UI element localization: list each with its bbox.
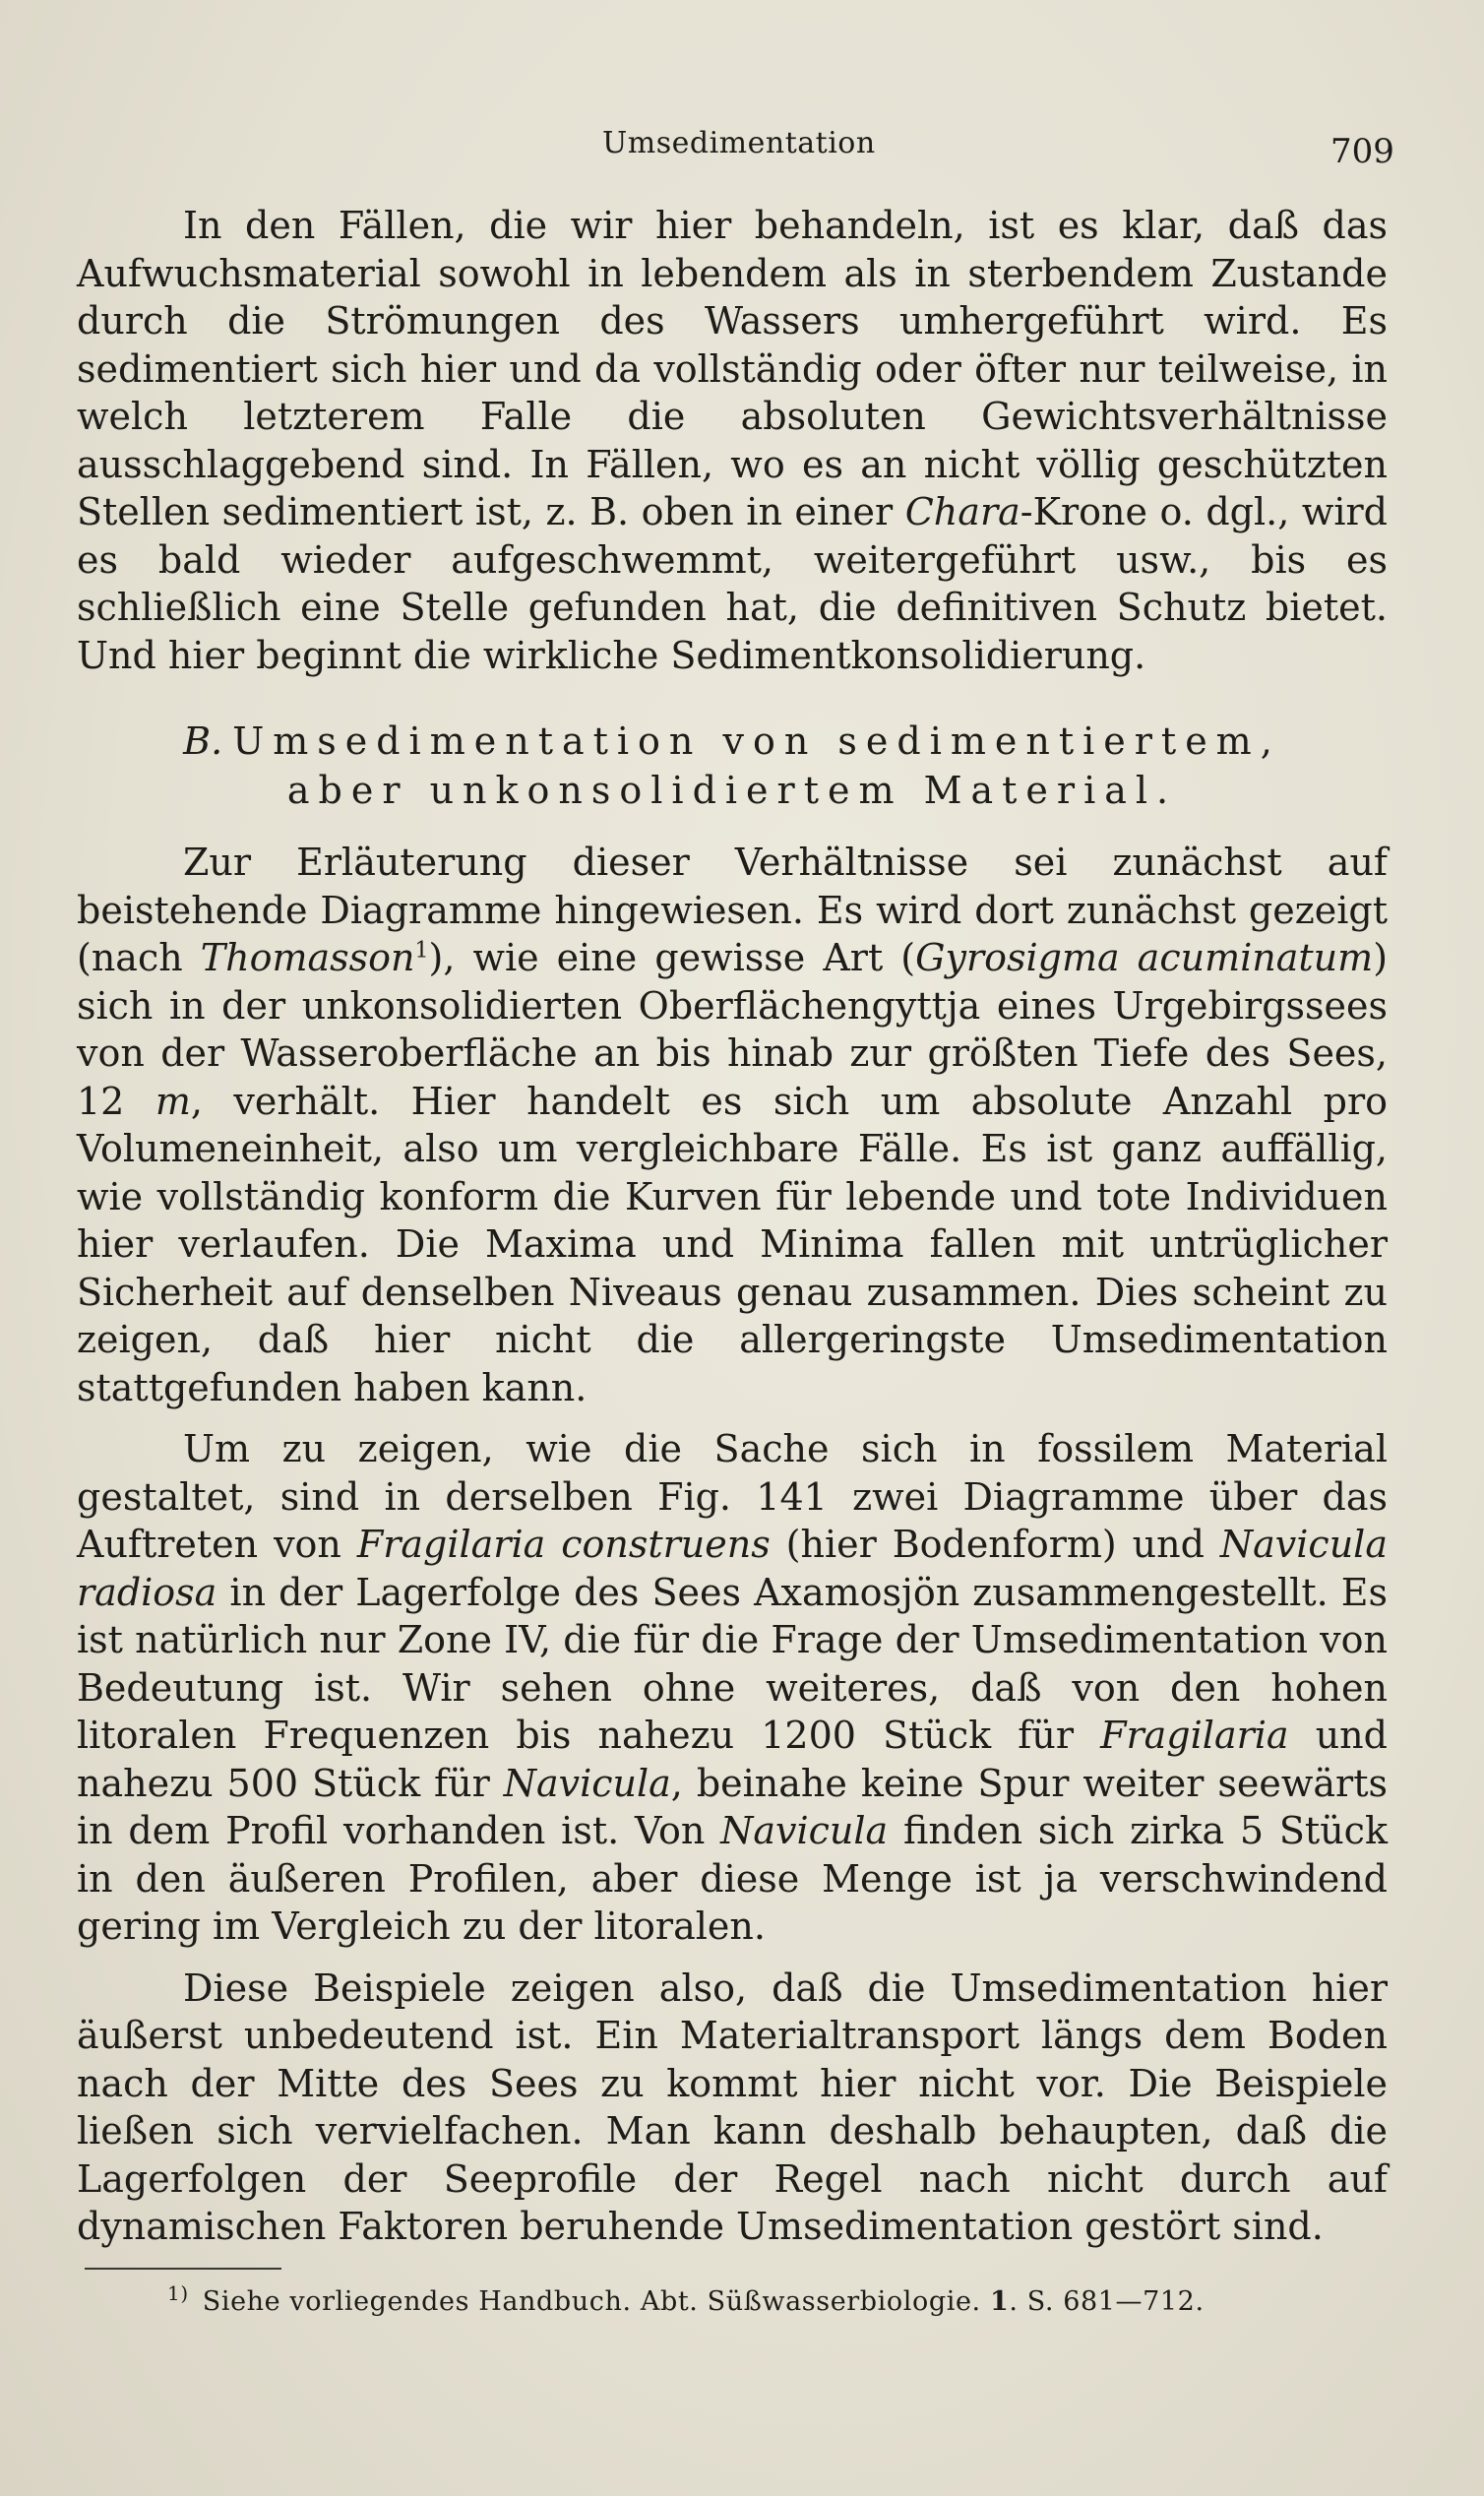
footnote-divider	[85, 2268, 281, 2270]
paragraph-2-text-g: , verhält. Hier handelt es sich um absolute Anzahl pro Volumeneinheit, also um vergleichbare Fälle. Es ist ganz auffällig, wie vollständig konform die Kurven für lebende und tote Individuen hier verlaufen. Die Maxima und Minima fallen mit untrüglicher Sicherheit auf denselben Niveaus genau zusammen. Dies scheint zu zeigen, daß hier nicht die allergeringste Umsedimentation stattgefunden haben kann.	[77, 1079, 1388, 1409]
section-mark: B.	[183, 719, 223, 763]
footnote-ref: 1	[414, 938, 429, 964]
section-heading	[77, 717, 1388, 815]
running-title: Umsedimentation	[602, 126, 876, 160]
paragraph-3	[77, 1425, 1388, 1951]
species-fragilaria-construens: Fragilaria construens	[356, 1523, 771, 1566]
paragraph-3-text-k: finden sich zirka 5 Stück in den äußeren Profilen, aber diese Menge ist ja verschwindend gering im Vergleich zu der litoralen.	[77, 1809, 1388, 1948]
running-head	[0, 126, 1484, 175]
section-heading-text-1: Umsedimentation von sedimentiertem,	[232, 719, 1281, 763]
paragraph-1-text-a: In den Fällen, die wir hier behandeln, ist es klar, daß das Aufwuchsmaterial sowohl in lebendem als in sterbendem Zustande durch die Strömungen des Wassers umhergeführt wird. Es sedimentiert sich hier und da vollständig oder öfter nur teilweise, in welch letzterem Falle die absoluten Gewichtsverhältnisse ausschlaggebend sind. In Fällen, wo es an nicht völlig geschützten Stellen sedimentiert ist, z. B. oben in einer	[77, 204, 1388, 533]
paragraph-1-text-c: -Krone o. dgl., wird es bald wieder aufgeschwemmt, weitergeführt usw., bis es schließlich eine Stelle gefunden hat, die definitiven Schutz bietet. Und hier beginnt die wirkliche Sedimentkonsolidierung.	[77, 490, 1388, 677]
footnote-volume: 1	[989, 2286, 1010, 2317]
paragraph-3-text-i: , beinahe keine Spur weiter seewärts in dem Profil vorhanden ist. Von	[77, 1761, 1388, 1852]
unit-m: m	[155, 1079, 191, 1123]
paragraph-3-text-a: Um zu zeigen, wie die Sache sich in fossilem Material gestaltet, sind in derselben Fig. 141 zwei Diagramme über das Auftreten von	[77, 1427, 1388, 1566]
paragraph-2	[77, 839, 1388, 1411]
footnote-mark: 1)	[167, 2281, 189, 2305]
section-heading-line-1	[77, 717, 1388, 766]
paragraph-2-text-c: ), wie eine gewisse Art (	[428, 936, 916, 979]
paragraph-4: Diese Beispiele zeigen also, daß die Umsedimentation hier äußerst unbedeutend ist. Ein Materialtransport längs dem Boden nach der Mitte des Sees zu kommt hier nicht vor. Die Beispiele ließen sich vervielfachen. Man kann deshalb behaupten, daß die Lagerfolgen der Seeprofile der Regel nach nicht durch auf dynamischen Faktoren beruhende Umsedimentation gestört sind.	[77, 1966, 1388, 2248]
paragraph-2-text-a: Zur Erläuterung dieser Verhältnisse sei zunächst auf beistehende Diagramme hingewiesen. Es wird dort zunächst gezeigt (nach	[77, 841, 1388, 979]
page-body	[77, 202, 1388, 2251]
genus-fragilaria: Fragilaria	[1100, 1714, 1289, 1757]
species-navicula-radiosa: Navicula radiosa	[77, 1523, 1388, 1614]
footnote-text-a: Siehe vorliegendes Handbuch. Abt. Süßwasserbiologie.	[202, 2286, 990, 2317]
paragraph-1	[77, 202, 1388, 679]
genus-navicula: Navicula	[503, 1761, 671, 1805]
paragraph-3-text-c: (hier Bodenform) und	[770, 1523, 1220, 1566]
paragraph-3-text-g: und nahezu 500 Stück für	[77, 1714, 1388, 1805]
section-heading-line-2: aber unkonsolidiertem Material.	[286, 769, 1178, 812]
species-gyrosigma: Gyrosigma acuminatum	[915, 936, 1374, 979]
genus-navicula-2: Navicula	[720, 1809, 889, 1852]
author-thomasson: Thomasson	[200, 936, 415, 979]
page-number: 709	[1330, 132, 1394, 171]
footnote	[167, 2281, 1205, 2317]
paragraph-3-text-e: in der Lagerfolge des Sees Axamosjön zusammengestellt. Es ist natürlich nur Zone IV, die für die Frage der Umsedimentation von Bedeutung ist. Wir sehen ohne weiteres, daß von den hohen litoralen Frequenzen bis nahezu 1200 Stück für	[77, 1570, 1388, 1757]
genus-chara: Chara	[904, 490, 1020, 533]
footnote-text-b: . S. 681—712.	[1009, 2286, 1205, 2317]
paragraph-2-text-e: ) sich in der unkonsolidierten Oberflächengyttja eines Urgebirgssees von der Wasseroberfläche an bis hinab zur größten Tiefe des Sees, 12	[77, 936, 1389, 1123]
